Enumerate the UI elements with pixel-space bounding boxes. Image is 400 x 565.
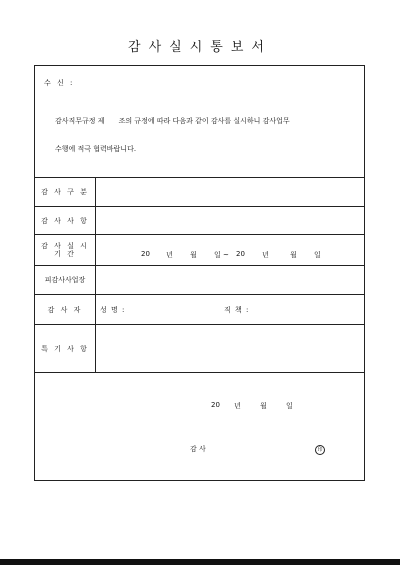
period-end-month-unit: 월 bbox=[290, 251, 297, 259]
inspector-label: 감 사 자 bbox=[35, 295, 96, 324]
row-audited-site bbox=[35, 266, 364, 295]
row-audit-period bbox=[35, 235, 364, 266]
audit-period-field[interactable] bbox=[96, 235, 364, 265]
seal-mark-icon: 印 bbox=[315, 445, 325, 455]
row-remarks bbox=[35, 325, 364, 373]
request-text-line1 bbox=[55, 116, 290, 126]
period-start-month-unit: 월 bbox=[190, 251, 197, 259]
date-day-unit: 일 bbox=[286, 402, 293, 410]
recipient-label: 수 신 : bbox=[44, 79, 75, 87]
bottom-border bbox=[0, 559, 400, 565]
date-year: 20 bbox=[211, 401, 220, 409]
audit-type-field[interactable] bbox=[96, 178, 364, 206]
period-start-day-unit: 일 ~ bbox=[214, 251, 229, 259]
audit-period-label-line2: 기 간 bbox=[54, 250, 76, 258]
date-month-unit: 월 bbox=[260, 402, 267, 410]
period-start-year-unit: 년 bbox=[166, 251, 173, 259]
audit-type-label: 감 사 구 분 bbox=[35, 178, 96, 206]
period-start-year: 20 bbox=[141, 250, 150, 258]
row-inspector bbox=[35, 295, 364, 325]
audit-period-label bbox=[35, 235, 96, 265]
audited-site-label: 피감사사업장 bbox=[35, 266, 96, 294]
period-end-year-unit: 년 bbox=[262, 251, 269, 259]
inspector-field bbox=[96, 295, 364, 324]
date-year-unit: 년 bbox=[234, 402, 241, 410]
remarks-field[interactable] bbox=[96, 325, 364, 372]
request-text-line2: 수행에 적극 협력바랍니다. bbox=[55, 145, 137, 153]
inspector-name-label: 성 명 : bbox=[100, 305, 126, 314]
request-text: 조의 규정에 따라 다음과 같이 감사를 실시하니 감사업무 bbox=[118, 117, 290, 125]
period-end-day-unit: 일 bbox=[314, 251, 321, 259]
recipient-section bbox=[35, 66, 364, 178]
signer-title: 감 사 bbox=[190, 445, 206, 453]
inspector-position-label: 직 책 : bbox=[224, 305, 250, 314]
document-title: 감사실시통보서 bbox=[128, 40, 272, 55]
audit-matters-field[interactable] bbox=[96, 207, 364, 234]
audited-site-field[interactable] bbox=[96, 266, 364, 294]
audit-matters-label: 감 사 사 항 bbox=[35, 207, 96, 234]
period-end-year: 20 bbox=[236, 250, 245, 258]
regulation-reference: 감사직무규정 제 bbox=[55, 117, 105, 125]
row-audit-type bbox=[35, 178, 364, 207]
signature-section bbox=[35, 373, 364, 480]
audit-period-label-line1: 감 사 실 시 bbox=[41, 242, 89, 250]
remarks-label: 특 기 사 항 bbox=[35, 325, 96, 372]
audit-notice-form bbox=[34, 65, 365, 481]
row-audit-matters bbox=[35, 207, 364, 235]
